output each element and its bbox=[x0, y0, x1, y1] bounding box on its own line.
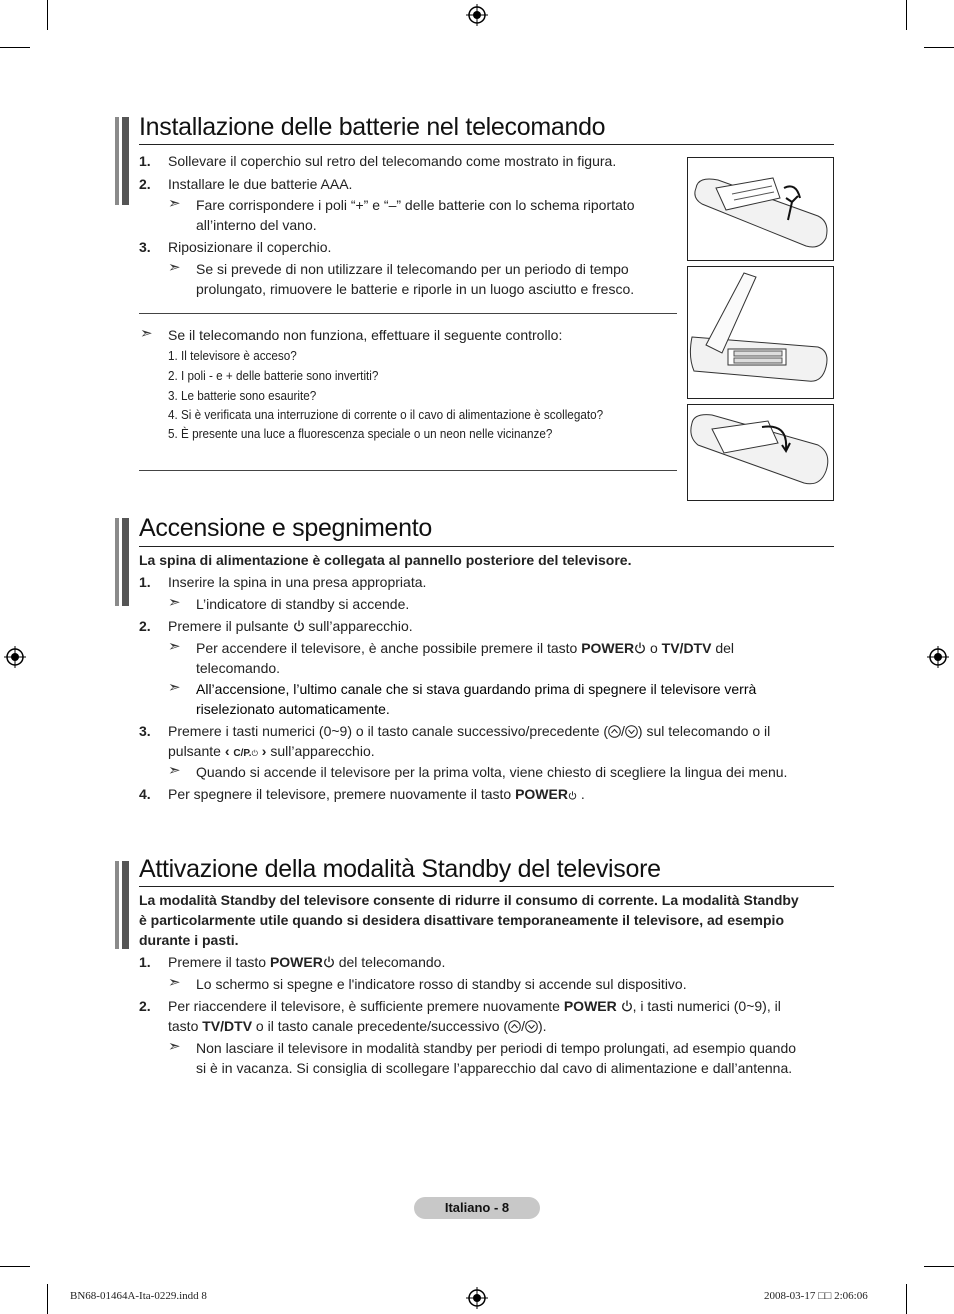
section-bar bbox=[115, 861, 129, 949]
checklist-item: 3. Le batterie sono esaurite? bbox=[168, 388, 317, 403]
section-bar bbox=[115, 117, 129, 205]
note-text: all’interno del vano. bbox=[196, 217, 317, 233]
note-arrow-icon: ➣ bbox=[140, 325, 153, 342]
note-arrow-icon: ➣ bbox=[168, 679, 181, 696]
crop-mark bbox=[0, 1266, 30, 1267]
channel-up-icon bbox=[608, 725, 621, 738]
note-text: All’accensione, l’ultimo canale che si stava guardando prima di spegnere il televisore verrà bbox=[196, 681, 757, 697]
note-text: L’indicatore di standby si accende. bbox=[196, 596, 410, 612]
remote-illustration-icon bbox=[688, 158, 833, 260]
note-text: Fare corrispondere i poli “+” e “–” delle batterie con lo schema riportato bbox=[196, 197, 635, 213]
step-text-part: Per spegnere il televisore, premere nuovamente il tasto bbox=[168, 786, 512, 802]
intro-text: durante i pasti. bbox=[139, 932, 239, 948]
channel-down-icon bbox=[625, 725, 638, 738]
step-number: 4. bbox=[139, 786, 151, 802]
power-icon bbox=[621, 1000, 633, 1012]
section-title: Installazione delle batterie nel telecomando bbox=[139, 113, 606, 141]
note-text bbox=[196, 638, 734, 658]
note-arrow-icon: ➣ bbox=[168, 1038, 181, 1055]
note-text-part: del bbox=[715, 640, 735, 656]
crop-mark bbox=[924, 1266, 954, 1267]
crop-mark bbox=[47, 0, 48, 30]
intro-text: La spina di alimentazione è collegata al pannello posteriore del televisore. bbox=[139, 552, 632, 568]
note-arrow-icon: ➣ bbox=[168, 195, 181, 212]
title-rule bbox=[139, 546, 834, 547]
step-text-part: , i tasti numerici (0~9), il bbox=[632, 998, 781, 1014]
crop-mark bbox=[924, 47, 954, 48]
step-number: 2. bbox=[139, 618, 151, 634]
checklist-item: 2. I poli - e + delle batterie sono invertiti? bbox=[168, 368, 379, 383]
step-text-part: sull’apparecchio. bbox=[270, 743, 375, 759]
step-number: 1. bbox=[139, 153, 151, 169]
crop-mark bbox=[906, 0, 907, 30]
tvdtv-key-label: TV/DTV bbox=[661, 640, 712, 656]
step-number: 2. bbox=[139, 176, 151, 192]
step-text-part: Premere il tasto bbox=[168, 954, 267, 970]
step-text-part: pulsante bbox=[168, 743, 221, 759]
power-icon bbox=[323, 956, 335, 968]
channel-down-icon bbox=[525, 1020, 538, 1033]
tvdtv-key-label: TV/DTV bbox=[202, 1018, 253, 1034]
step-text-part: . bbox=[580, 786, 585, 802]
footer-date-info: 2008-03-17 □□ 2:06:06 bbox=[764, 1290, 868, 1302]
note-text: Non lasciare il televisore in modalità standby per periodi di tempo prolungati, ad esempio quando bbox=[196, 1040, 797, 1056]
power-icon bbox=[293, 620, 305, 632]
step-number: 3. bbox=[139, 723, 151, 739]
note-text: riselezionato automaticamente. bbox=[196, 701, 390, 717]
step-text-part: ) sul telecomando o il bbox=[637, 723, 771, 739]
step-text: Riposizionare il coperchio. bbox=[168, 239, 332, 255]
intro-text: La modalità Standby del televisore consente di ridurre il consumo di corrente. La modalità Standby bbox=[139, 892, 799, 908]
intro-text: è particolarmente utile quando si desidera disattivare temporaneamente il televisore, ad esempio bbox=[139, 912, 784, 928]
step-text: tasto TV/DTV o il tasto canale precedente/successivo ( / ). bbox=[168, 1018, 547, 1034]
step-text-part: ). bbox=[537, 1018, 547, 1034]
crop-mark bbox=[906, 1284, 907, 1314]
power-small-icon: ⏻ bbox=[251, 749, 258, 758]
power-key-label: POWER bbox=[515, 786, 568, 802]
channel-up-icon bbox=[508, 1020, 521, 1033]
note-text: Se il telecomando non funziona, effettuare il seguente controllo: bbox=[168, 327, 563, 343]
step-text: Sollevare il coperchio sul retro del telecomando come mostrato in figura. bbox=[168, 153, 617, 169]
cp-button-label: C/P. bbox=[233, 748, 252, 759]
step-text-part: o il tasto canale precedente/successivo ( bbox=[255, 1018, 509, 1034]
registration-mark-icon bbox=[4, 646, 26, 668]
step-number: 2. bbox=[139, 998, 151, 1014]
note-arrow-icon: ➣ bbox=[168, 762, 181, 779]
note-text: Se si prevede di non utilizzare il telecomando per un periodo di tempo bbox=[196, 261, 629, 277]
registration-mark-icon bbox=[466, 4, 488, 26]
section-title: Attivazione della modalità Standby del televisore bbox=[139, 855, 661, 883]
step-text: Inserire la spina in una presa appropriata. bbox=[168, 574, 427, 590]
power-icon bbox=[568, 791, 577, 800]
step-number: 3. bbox=[139, 239, 151, 255]
section-bar bbox=[115, 518, 129, 606]
step-text bbox=[168, 741, 375, 764]
divider bbox=[139, 470, 677, 471]
remote-illustration-icon bbox=[688, 405, 833, 500]
remote-figure-batteries bbox=[687, 266, 834, 399]
power-key-label: POWER bbox=[269, 954, 323, 970]
step-text-part: Premere il pulsante bbox=[168, 618, 289, 634]
checklist-item: 4. Si è verificata una interruzione di corrente o il cavo di alimentazione è scollegato? bbox=[168, 407, 604, 422]
step-number: 1. bbox=[139, 574, 151, 590]
note-arrow-icon: ➣ bbox=[168, 259, 181, 276]
registration-mark-icon bbox=[466, 1287, 488, 1309]
step-text bbox=[168, 996, 781, 1016]
remote-illustration-icon bbox=[688, 267, 833, 398]
step-text bbox=[168, 784, 585, 804]
chevron-right-icon: › bbox=[261, 743, 267, 759]
remote-figure-open-cover bbox=[687, 157, 834, 261]
step-text: Premere i tasti numerici (0~9) o il tasto canale successivo/precedente ( / ) sul telecomando o il bbox=[168, 723, 771, 739]
step-text-part: tasto bbox=[168, 1018, 199, 1034]
title-rule bbox=[139, 144, 834, 145]
checklist-item: 5. È presente una luce a fluorescenza speciale o un neon nelle vicinanze? bbox=[168, 426, 553, 441]
note-arrow-icon: ➣ bbox=[168, 974, 181, 991]
divider bbox=[139, 313, 677, 314]
page-number-badge: Italiano - 8 bbox=[414, 1197, 540, 1219]
power-key-label: POWER bbox=[563, 998, 617, 1014]
power-icon bbox=[634, 642, 646, 654]
crop-mark bbox=[47, 1284, 48, 1314]
step-text-part: del telecomando. bbox=[338, 954, 446, 970]
step-text-part: Premere i tasti numerici (0~9) o il tasto canale successivo/precedente ( bbox=[168, 723, 609, 739]
remote-figure-close-cover bbox=[687, 404, 834, 501]
note-text-part: o bbox=[649, 640, 658, 656]
registration-mark-icon bbox=[927, 646, 949, 668]
step-text bbox=[168, 952, 445, 972]
note-text: telecomando. bbox=[196, 660, 281, 676]
note-text-part: Per accendere il televisore, è anche possibile premere il tasto bbox=[196, 640, 578, 656]
note-arrow-icon: ➣ bbox=[168, 594, 181, 611]
crop-mark bbox=[0, 47, 30, 48]
step-text-part: sull’apparecchio. bbox=[308, 618, 413, 634]
step-number: 1. bbox=[139, 954, 151, 970]
note-text: Quando si accende il televisore per la prima volta, viene chiesto di scegliere la lingua dei menu. bbox=[196, 764, 788, 780]
note-arrow-icon: ➣ bbox=[168, 638, 181, 655]
power-key-label: POWER bbox=[581, 640, 635, 656]
note-text: si è in vacanza. Si consiglia di scollegare l’apparecchio dal cavo di alimentazione e dall’antenna. bbox=[196, 1060, 793, 1076]
note-text: Lo schermo si spegne e l'indicatore rosso di standby si accende sul dispositivo. bbox=[196, 976, 687, 992]
step-text: Installare le due batterie AAA. bbox=[168, 176, 353, 192]
step-text bbox=[168, 616, 413, 636]
footer-file-info: BN68-01464A-Ita-0229.indd 8 bbox=[70, 1290, 207, 1302]
title-rule bbox=[139, 886, 834, 887]
note-text: prolungato, rimuovere le batterie e riporle in un luogo asciutto e fresco. bbox=[196, 281, 635, 297]
section-title: Accensione e spegnimento bbox=[139, 514, 432, 542]
step-text-part: Per riaccendere il televisore, è sufficiente premere nuovamente bbox=[168, 998, 560, 1014]
chevron-left-icon: ‹ bbox=[224, 743, 230, 759]
checklist-item: 1. Il televisore è acceso? bbox=[168, 348, 297, 363]
